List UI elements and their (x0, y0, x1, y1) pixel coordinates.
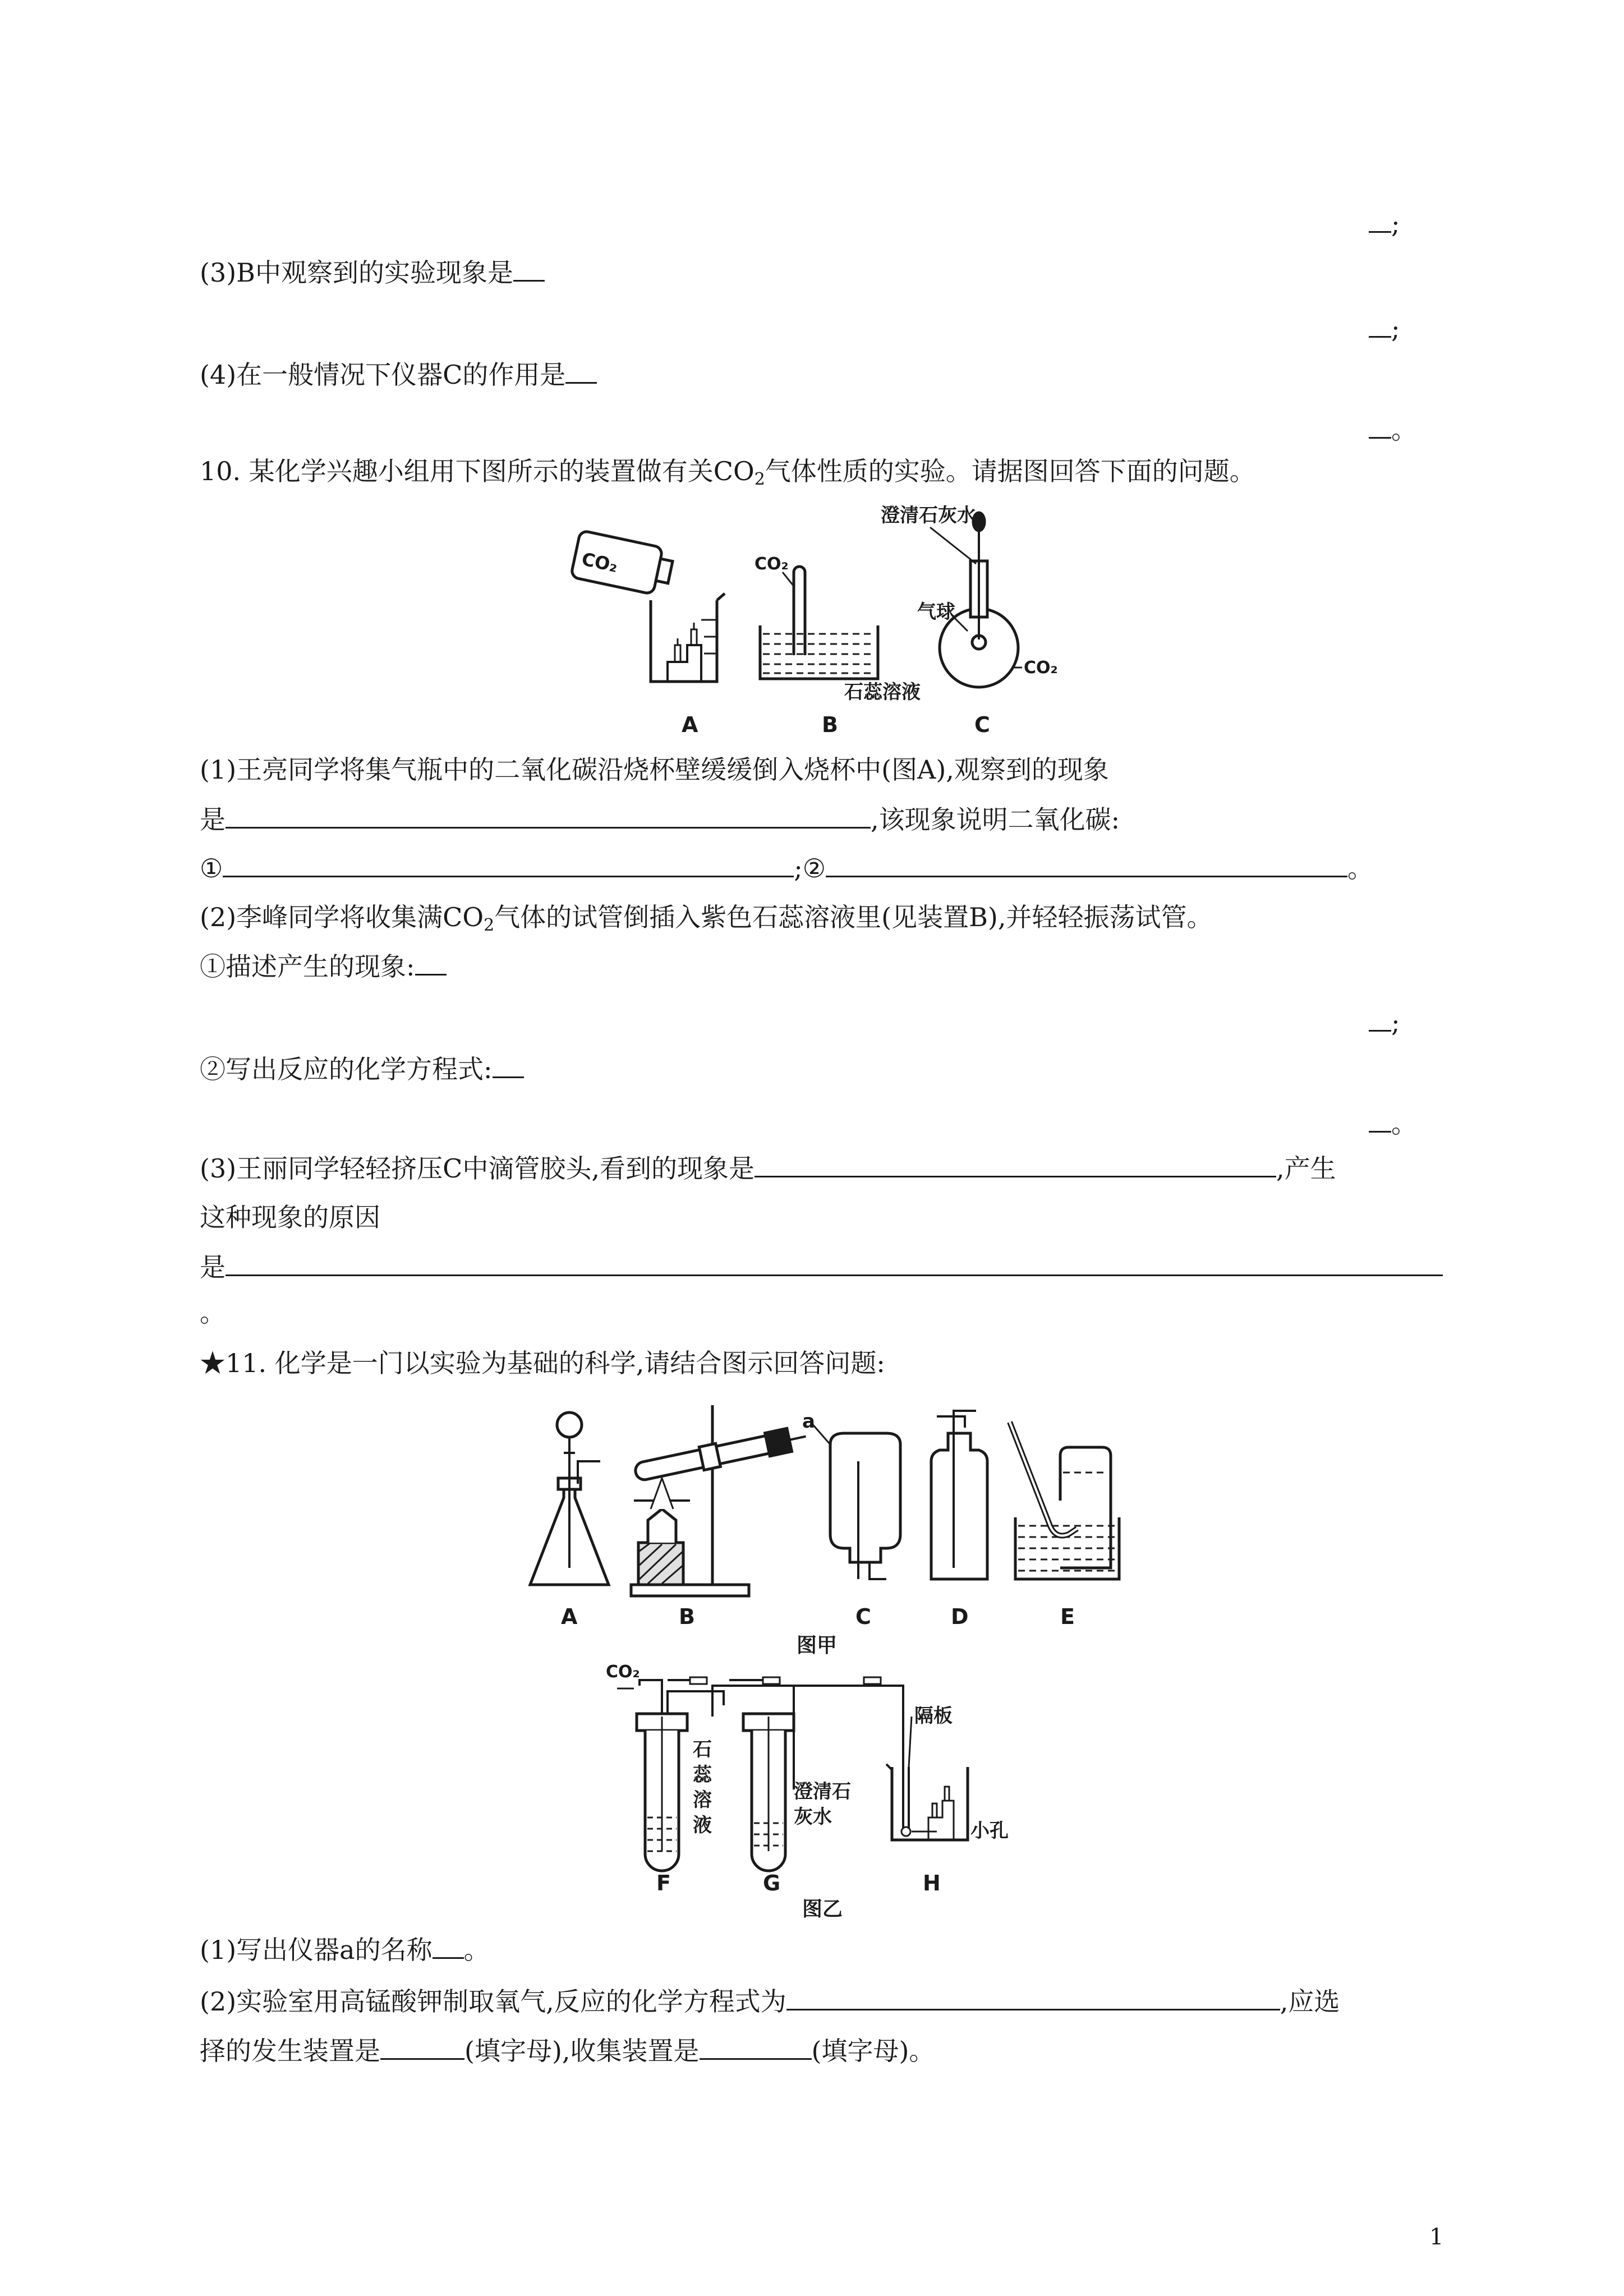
apparatus-c (811, 1422, 900, 1579)
q11-figure-yi (600, 1660, 1049, 1924)
q9-line-end-1: ; (1369, 206, 1400, 241)
partition-label: 隔板 (914, 1705, 953, 1727)
answer-blank[interactable] (415, 949, 447, 976)
answer-blank[interactable] (226, 802, 871, 829)
q11-part-2-line-2: 择的发生装置是 (填字母),收集装置是 (填字母)。 (200, 2033, 935, 2068)
limewater-label-2: 灰水 (794, 1806, 832, 1828)
q9-part-3: (3)B中观察到的实验现象是 (200, 255, 545, 289)
label-h: H (923, 1871, 941, 1895)
figure-caption-yi: 图乙 (802, 1898, 843, 1921)
litmus-label-1: 石 (693, 1738, 712, 1761)
apparatus-g (743, 1714, 794, 1871)
apparatus-b (631, 1405, 808, 1596)
answer-blank[interactable] (700, 2033, 812, 2060)
q9-line-end-3: ; (1369, 311, 1400, 346)
q10-part-1-line-3: ① ;② 。 (200, 851, 1373, 885)
q10-part-2-a-end: ; (1369, 1005, 1400, 1039)
apparatus-h (886, 1717, 968, 1840)
answer-blank[interactable] (493, 1052, 524, 1078)
apparatus-e (1010, 1422, 1119, 1579)
apparatus-b (760, 567, 878, 679)
co2-bottle-label: CO₂ (579, 548, 620, 577)
label-e: E (1060, 1604, 1075, 1629)
q10-part-2-b-end: 。 (1369, 1106, 1417, 1140)
q11-part-1: (1)写出仪器a的名称 。 (200, 1932, 490, 1967)
hole-label: 小孔 (970, 1820, 1009, 1842)
answer-blank[interactable] (826, 851, 1347, 877)
q11-figure-jia (522, 1400, 1128, 1658)
q10-stem: 10. 某化学兴趣小组用下图所示的装置做有关$CO_2$气体性质的实验。请据图回答下面的问题。 (200, 456, 1255, 489)
co2-flask-label: CO₂ (1024, 658, 1058, 678)
co2-tube-label: CO₂ (755, 554, 789, 574)
answer-blank[interactable] (565, 357, 597, 384)
answer-blank[interactable] (1369, 311, 1391, 338)
answer-blank[interactable] (513, 255, 545, 282)
label-a: A (561, 1604, 578, 1629)
answer-blank[interactable] (223, 851, 794, 877)
figure-caption-jia: 图甲 (797, 1634, 838, 1657)
label-c: C (855, 1604, 871, 1629)
litmus-label-3: 溶 (693, 1789, 712, 1811)
label-a: A (682, 712, 698, 737)
q10-part-2: (2)李峰同学将收集满$CO_2$气体的试管倒插入紫色石蕊溶液里(见装置B),并轻轻振荡试管。 (200, 902, 1213, 935)
answer-blank[interactable] (1369, 1106, 1391, 1133)
label-d: D (951, 1604, 969, 1629)
q10-part-2-b: ②写出反应的化学方程式: (200, 1052, 524, 1086)
answer-blank[interactable] (1369, 412, 1391, 439)
limewater-label: 澄清石灰水 (881, 504, 976, 527)
label-f: F (656, 1871, 671, 1895)
q10-part-1-line-2: 是 ,该现象说明二氧化碳: (200, 802, 1120, 836)
label-b: B (822, 712, 838, 737)
q9-line-end-4: 。 (1369, 412, 1417, 447)
co2-label: CO₂ (606, 1662, 640, 1682)
q11-stem: ★11. 化学是一门以实验为基础的科学,请结合图示回答问题: (200, 1348, 885, 1378)
q10-part-3-end: 。 (200, 1297, 226, 1328)
label-c: C (974, 712, 990, 737)
answer-blank[interactable] (1369, 206, 1391, 233)
litmus-label: 石蕊溶液 (844, 681, 921, 703)
limewater-label-1: 澄清石 (794, 1780, 851, 1803)
label-a-instrument: a (802, 1410, 815, 1433)
q11-part-2-line-1: (2)实验室用高锰酸钾制取氧气,反应的化学方程式为 ,应选 (200, 1984, 1340, 2018)
q10-figure (567, 499, 1105, 746)
q10-part-3-line-1: (3)王丽同学轻轻挤压C中滴管胶头,看到的现象是 ,产生 (200, 1151, 1336, 1185)
apparatus-f (637, 1714, 687, 1871)
q10-part-3-line-3: 是 (200, 1250, 1443, 1284)
answer-blank[interactable] (433, 1932, 464, 1959)
label-g: G (763, 1871, 781, 1895)
apparatus-a (530, 1412, 609, 1585)
label-b: B (679, 1604, 695, 1629)
page-number: 1 (1429, 2224, 1444, 2250)
q10-part-2-a: ①描述产生的现象: (200, 949, 447, 983)
answer-blank[interactable] (1369, 1005, 1391, 1032)
q10-part-3-line-2: 这种现象的原因 (200, 1202, 380, 1232)
apparatus-c (930, 513, 1022, 687)
q10-part-1-line-1: (1)王亮同学将集气瓶中的二氧化碳沿烧杯壁缓缓倒入烧杯中(图A),观察到的现象 (200, 754, 1109, 785)
answer-blank[interactable] (380, 2033, 464, 2060)
litmus-label-4: 液 (693, 1814, 712, 1837)
balloon-label: 气球 (917, 601, 955, 623)
litmus-label-2: 蕊 (693, 1764, 712, 1786)
answer-blank[interactable] (226, 1250, 1443, 1276)
apparatus-d (931, 1411, 987, 1579)
answer-blank[interactable] (786, 1984, 1280, 2010)
q9-part-4: (4)在一般情况下仪器C的作用是 (200, 357, 597, 392)
answer-blank[interactable] (755, 1151, 1276, 1177)
